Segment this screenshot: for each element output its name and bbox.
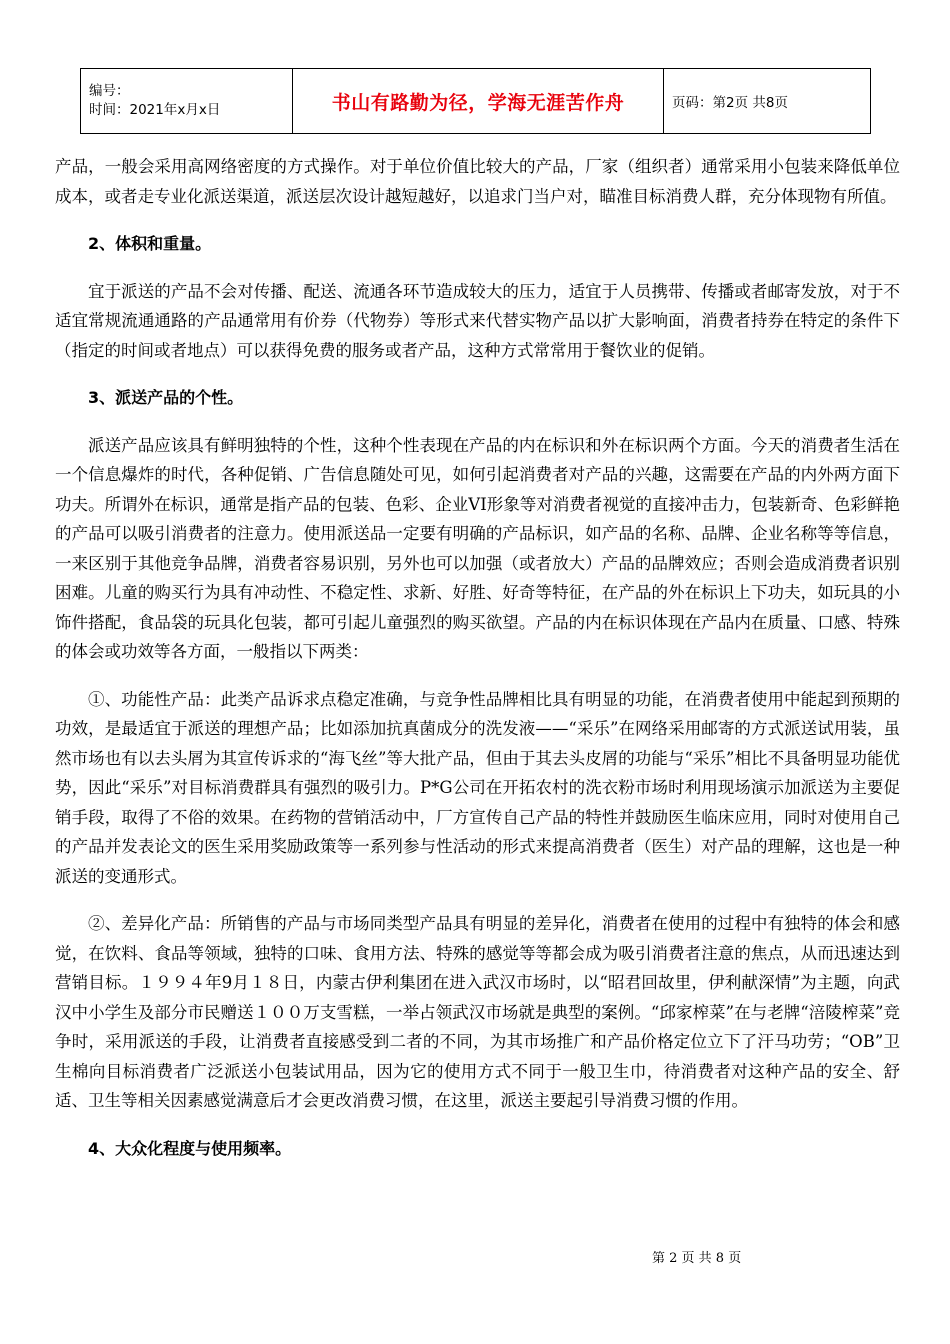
- header-page-number: 页码：第2页 共8页: [664, 69, 871, 134]
- page-header: [80, 68, 871, 134]
- section-heading: 2、体积和重量。: [88, 234, 212, 253]
- paragraph: 派送产品应该具有鲜明独特的个性，这种个性表现在产品的内在标识和外在标识两个方面。今天的消费者生活在一个信息爆炸的时代，各种促销、广告信息随处可见，如何引起消费者对产品的兴趣，这需要在产品的内外两方面下功夫。所谓外在标识，通常是指产品的包装、色彩、企业VI形象等对消费者视觉的直接冲击力，包装新奇、色彩鲜艳的产品可以吸引消费者的注意力。使用派送品一定要有明确的产品标识，如产品的名称、品牌、企业名称等等信息，一来区别于其他竞争品牌，消费者容易识别，另外也可以加强（或者放大）产品的品牌效应；否则会造成消费者识别困难。儿童的购买行为具有冲动性、不稳定性、求新、好胜、好奇等特征，在产品的外在标识上下功夫，如玩具的小饰件搭配，食品袋的玩具化包装，都可引起儿童强烈的购买欲望。产品的内在标识体现在产品内在质量、口感、特殊的体会或功效等各方面，一般指以下两类：: [55, 435, 900, 661]
- header-motto: 书山有路勤为径，学海无涯苦作舟: [293, 69, 664, 134]
- section-heading: 4、大众化程度与使用频率。: [88, 1138, 292, 1158]
- document-body: [55, 152, 900, 1163]
- paragraph: ①、功能性产品：此类产品诉求点稳定准确，与竞争性品牌相比具有明显的功能，在消费者使用中能起到预期的功效，是最适宜于派送的理想产品；比如添加抗真菌成分的洗发液——“采乐”在网络采用邮寄的方式派送试用装，虽然市场也有以去头屑为其宣传诉求的“海飞丝”等大批产品，但由于其去头皮屑的功能与“采乐”相比不具备明显功能优势，因此“采乐”对目标消费群具有强烈的吸引力。P*G公司在开拓农村的洗衣粉市场时利用现场演示加派送为主要促销手段，取得了不俗的效果。在药物的营销活动中，厂方宣传自己产品的特性并鼓励医生临床应用，同时对使用自己的产品并发表论文的医生采用奖励政策等一系列参与性活动的形式来提高消费者（医生）对产品的理解，这也是一种派送的变通形式。: [55, 689, 900, 886]
- section-heading: 3、派送产品的个性。: [88, 388, 244, 407]
- header-meta: [81, 69, 293, 134]
- paragraph: ②、差异化产品：所销售的产品与市场同类型产品具有明显的差异化，消费者在使用的过程中有独特的体会和感觉，在饮料、食品等领域，独特的口味、食用方法、特殊的感觉等等都会成为吸引消费者注意的焦点，从而迅速达到营销目标。１９９４年9月１８日，内蒙古伊利集团在进入武汉市场时，以“昭君回故里，伊利献深情”为主题，向武汉中小学生及部分市民赠送１００万支雪糕，一举占领武汉市场就是典型的案例。“邱家榨菜”在与老牌“涪陵榨菜”竞争时，采用派送的手段，让消费者直接感受到二者的不同，为其市场推广和产品价格定位立下了汗马功劳；“OB”卫生棉向目标消费者广泛派送小包装试用品，因为它的使用方式不同于一般卫生巾，待消费者对这种产品的安全、舒适、卫生等相关因素感觉满意后才会更改消费习惯，在这里，派送主要起引导消费习惯的作用。: [55, 914, 900, 1110]
- paragraph: 宜于派送的产品不会对传播、配送、流通各环节造成较大的压力，适宜于人员携带、传播或者邮寄发放，对于不适宜常规流通通路的产品通常用有价券（代物券）等形式来代替实物产品以扩大影响面，消费者持券在特定的条件下（指定的时间或者地点）可以获得免费的服务或者产品，这种方式常常用于餐饮业的促销。: [55, 281, 900, 360]
- header-time: 时间：2021年x月x日: [89, 102, 221, 118]
- paragraph: 产品，一般会采用高网络密度的方式操作。对于单位价值比较大的产品，厂家（组织者）通常采用小包装来降低单位成本，或者走专业化派送渠道，派送层次设计越短越好，以追求门当户对，瞄准目标消费人群，充分体现物有所值。: [55, 157, 900, 206]
- header-number: 编号：: [89, 83, 130, 99]
- page-footer: 第 2 页 共 8 页: [652, 1251, 742, 1266]
